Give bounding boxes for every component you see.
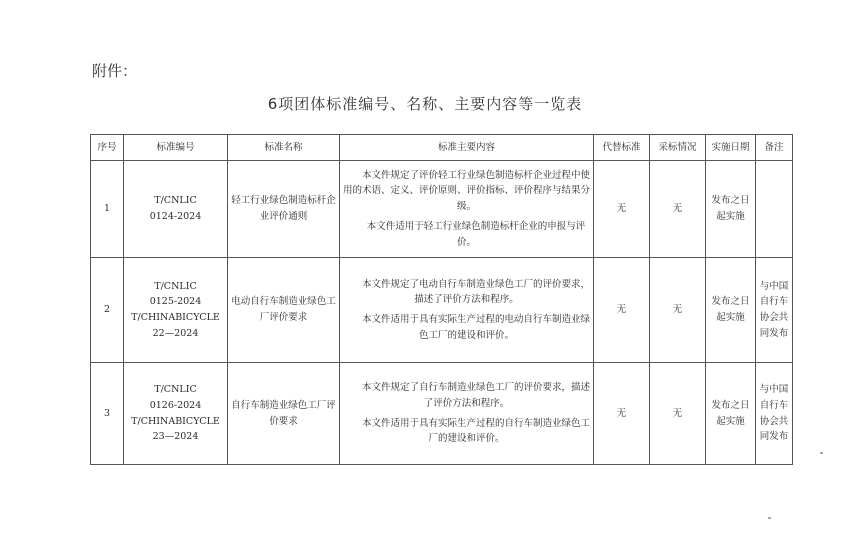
scan-speck [820,452,823,454]
content-paragraph: 本文件适用于具有实际生产过程的自行车制造业绿色工厂的建设和评价。 [362,417,591,445]
header-date: 实施日期 [706,135,756,161]
cell-adoption: 无 [650,258,706,363]
content-paragraph: 本文件规定了自行车制造业绿色工厂的评价要求，描述了评价方法和程序。 [362,382,591,409]
code-line: 23—2024 [152,431,199,443]
header-replaced: 代替标准 [594,135,650,161]
document-title: 6项团体标准编号、名称、主要内容等一览表 [267,95,583,113]
cell-code [124,161,228,258]
content-paragraph: 本文件规定了电动自行车制造业绿色工厂的评价要求，描述了评价方法和程序。 [362,278,591,306]
header-content: 标准主要内容 [340,135,594,161]
cell-name: 轻工行业绿色制造标杆企业评价通则 [228,161,340,258]
code-line: 0126-2024 [149,399,202,411]
code-line: T/CNLIC [154,195,197,207]
cell-code [124,258,228,363]
cell-code [124,363,228,465]
header-adoption: 采标情况 [650,135,706,161]
cell-seq: 3 [91,363,124,465]
cell-replaced: 无 [594,161,650,258]
header-remarks: 备注 [756,135,793,161]
header-seq: 序号 [91,135,124,161]
content-paragraph: 本文件规定了评价轻工行业绿色制造标杆企业过程中使用的术语、定义、评价原则、评价指标、评价程序与结果分级。 [343,169,591,213]
code-line: T/CNLIC [154,280,197,292]
cell-date: 发布之日起实施 [706,161,756,258]
content-paragraph: 本文件适用于轻工行业绿色制造标杆企业的申报与评价。 [366,220,586,248]
cell-date: 发布之日起实施 [706,258,756,363]
table-row [91,258,793,363]
cell-content [340,363,594,465]
cell-seq: 2 [91,258,124,363]
code-line: T/CHINABICYCLE [131,415,220,427]
code-line: T/CHINABICYCLE [131,312,220,323]
cell-name: 自行车制造业绿色工厂评价要求 [228,363,340,465]
code-line: 0125-2024 [149,296,202,308]
cell-seq: 1 [91,161,124,258]
cell-content [340,258,594,363]
cell-remarks: 与中国自行车协会共同发布 [756,258,793,363]
cell-adoption: 无 [650,161,706,258]
content-paragraph: 本文件适用于具有实际生产过程的电动自行车制造业绿色工厂的建设和评价。 [362,314,591,341]
table-header-row [91,135,793,161]
cell-replaced: 无 [594,363,650,465]
code-line: T/CNLIC [154,384,197,396]
cell-date: 发布之日起实施 [706,363,756,465]
cell-remarks [756,161,793,258]
header-code: 标准编号 [124,135,228,161]
cell-remarks: 与中国自行车协会共同发布 [756,363,793,465]
code-line: 22—2024 [152,327,199,339]
table-row [91,363,793,465]
standards-table [90,134,793,465]
code-line: 0124-2024 [149,211,202,222]
table-row [91,161,793,258]
cell-adoption: 无 [650,363,706,465]
cell-content [340,161,594,258]
attachment-label: 附件： [92,62,138,80]
scan-speck [768,517,771,519]
header-name: 标准名称 [228,135,340,161]
cell-name: 电动自行车制造业绿色工厂评价要求 [228,258,340,363]
cell-replaced: 无 [594,258,650,363]
